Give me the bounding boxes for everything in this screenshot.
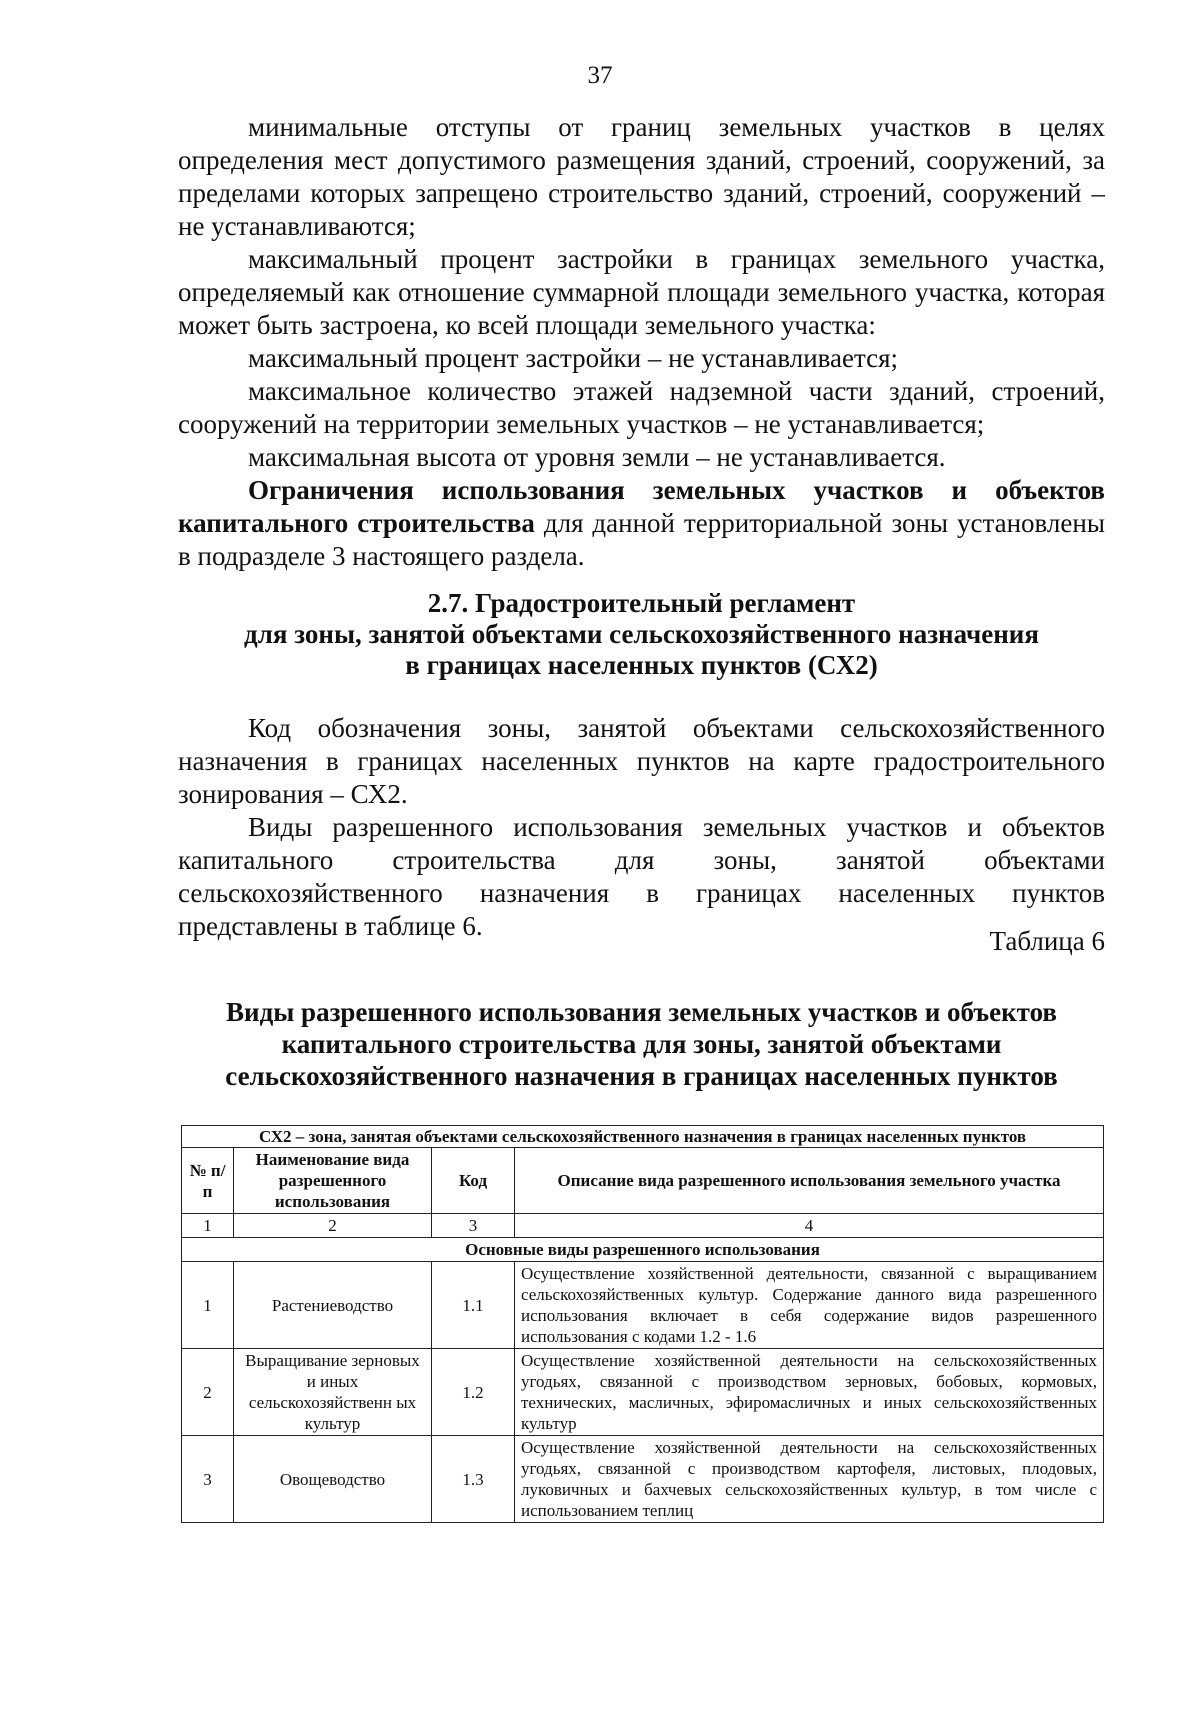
- row-description: Осуществление хозяйственной деятельности на сельскохозяйственных угодьях, связанной с производством картофеля, листовых, плодовых, луковичных и бахчевых сельскохозяйственных культур, в том числе с использованием теплиц: [515, 1436, 1104, 1523]
- row-usage-name: Выращивание зерновых и иных сельскохозяйственн ых культур: [234, 1349, 432, 1436]
- table-title-line-3: сельскохозяйственного назначения в границах населенных пунктов: [225, 1061, 1058, 1091]
- row-code: 1.3: [432, 1436, 515, 1523]
- col-header-description: Описание вида разрешенного использования земельного участка: [515, 1148, 1104, 1214]
- usage-types-paragraph: Виды разрешенного использования земельных участков и объектов капитального строительства для зоны, занятой объектами сельскохозяйственного назначения в границах населенных пунктов представлены в таблице 6.: [178, 812, 1105, 941]
- paragraph-building-percent: максимальный процент застройки – не устанавливается;: [248, 343, 899, 373]
- paragraph-restrictions: [178, 474, 1105, 573]
- row-code: 1.2: [432, 1349, 515, 1436]
- column-header-row: [182, 1148, 1104, 1214]
- table-row: [182, 1349, 1104, 1436]
- zone-header-row: [182, 1126, 1104, 1148]
- table-reference: Таблица 6: [989, 926, 1105, 956]
- zone-header-cell: СХ2 – зона, занятая объектами сельскохозяйственного назначения в границах населенных пунктов: [182, 1126, 1104, 1148]
- table-title: [178, 996, 1105, 1092]
- table-row: [182, 1436, 1104, 1523]
- zone-code-paragraph: Код обозначения зоны, занятой объектами сельскохозяйственного назначения в границах населенных пунктов на карте градостроительного зонирования – СХ2.: [178, 713, 1105, 809]
- col-header-name: Наименование вида разрешенного использования: [234, 1148, 432, 1214]
- table-row: [182, 1262, 1104, 1349]
- col-number-2: 2: [234, 1214, 432, 1238]
- col-number-4: 4: [515, 1214, 1104, 1238]
- row-usage-name: Растениеводство: [234, 1262, 432, 1349]
- section-title-line-2: для зоны, занятой объектами сельскохозяйственного назначения: [244, 619, 1039, 649]
- section-title-line-1: 2.7. Градостроительный регламент: [427, 588, 856, 618]
- section-title-line-3: в границах населенных пунктов (СХ2): [405, 650, 878, 680]
- table-title-line-2: капитального строительства для зоны, занятой объектами: [281, 1029, 1002, 1059]
- column-number-row: [182, 1214, 1104, 1238]
- col-header-number: № п/п: [182, 1148, 234, 1214]
- row-number: 2: [182, 1349, 234, 1436]
- restrictions-bold-text: Ограничения использования земельных участков и объектов капитального строительства: [178, 475, 1105, 538]
- usage-types-table: [181, 1125, 1104, 1523]
- paragraph-setbacks: минимальные отступы от границ земельных участков в целях определения мест допустимого размещения зданий, строений, сооружений, за пределами которых запрещено строительство зданий, строений, сооружений – не устанавливаются;: [178, 112, 1105, 241]
- paragraph-floors: максимальное количество этажей надземной части зданий, строений, сооружений на территории земельных участков – не устанавливается;: [178, 376, 1105, 439]
- section-title: [178, 588, 1105, 681]
- group-label: Основные виды разрешенного использования: [182, 1238, 1104, 1262]
- paragraph-building-percent-def: максимальный процент застройки в границах земельного участка, определяемый как отношение суммарной площади земельного участка, которая может быть застроена, ко всей площади земельного участка:: [178, 244, 1105, 340]
- row-number: 3: [182, 1436, 234, 1523]
- page-number: 37: [587, 62, 613, 89]
- row-number: 1: [182, 1262, 234, 1349]
- row-code: 1.1: [432, 1262, 515, 1349]
- regulation-text: [178, 111, 1105, 573]
- row-usage-name: Овощеводство: [234, 1436, 432, 1523]
- table-title-line-1: Виды разрешенного использования земельных участков и объектов: [226, 997, 1057, 1027]
- group-row-main-uses: [182, 1238, 1104, 1262]
- row-description: Осуществление хозяйственной деятельности на сельскохозяйственных угодьях, связанной с производством зерновых, бобовых, кормовых, технических, масличных, эфиромасличных и иных сельскохозяйственных культур: [515, 1349, 1104, 1436]
- col-number-1: 1: [182, 1214, 234, 1238]
- section-body: [178, 712, 1105, 943]
- restrictions-rest-text: для данной территориальной зоны установлены в подразделе 3 настоящего раздела.: [178, 508, 1105, 571]
- row-description: Осуществление хозяйственной деятельности, связанной с выращиванием сельскохозяйственных культур. Содержание данного вида разрешенного использования включает в себя содержание видов разрешенного использования с кодами 1.2 - 1.6: [515, 1262, 1104, 1349]
- col-header-code: Код: [432, 1148, 515, 1214]
- col-number-3: 3: [432, 1214, 515, 1238]
- paragraph-height: максимальная высота от уровня земли – не устанавливается.: [248, 442, 946, 472]
